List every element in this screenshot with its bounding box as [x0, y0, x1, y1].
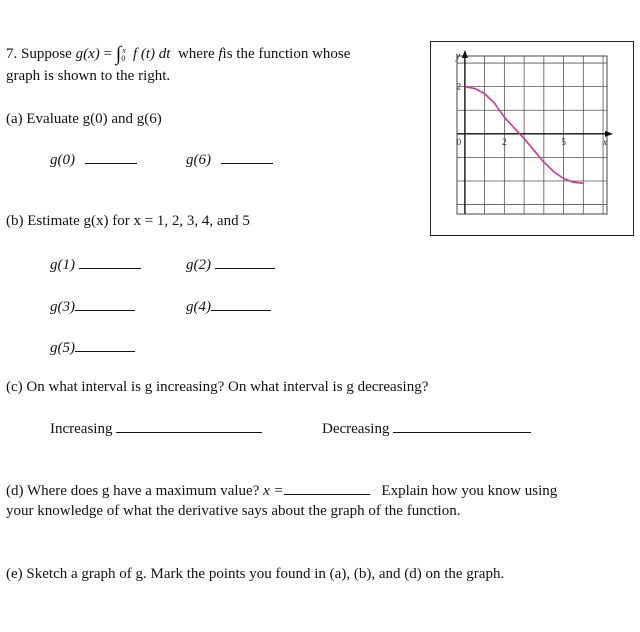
answer-g1: [50, 256, 141, 274]
problem-statement: [6, 43, 350, 64]
decreasing-answer: [322, 420, 531, 438]
part-d-prompt-start: (d) Where does g have a maximum value?: [6, 483, 260, 499]
intro-end: is the function whose: [222, 46, 351, 62]
answer-g3-label: g(3): [50, 299, 75, 315]
part-e-prompt: (e) Sketch a graph of g. Mark the points you found in (a), (b), and (d) on the graph.: [6, 566, 505, 582]
integral-limits: [121, 46, 129, 64]
max-x-blank[interactable]: [284, 482, 370, 495]
f-letter: f: [218, 46, 223, 62]
increasing-answer: [50, 420, 262, 438]
y-axis-label: y: [455, 51, 461, 62]
answer-g6: [186, 151, 273, 169]
answer-g0-label: g(0): [50, 152, 75, 168]
equals-sign: =: [103, 46, 112, 62]
figure-frame: [430, 41, 634, 236]
part-c-prompt: (c) On what interval is g increasing? On what interval is g decreasing?: [6, 379, 429, 395]
answer-g4-label: g(4): [186, 299, 211, 315]
integral-sign: ∫: [115, 43, 122, 65]
part-b-prompt: (b) Estimate g(x) for x = 1, 2, 3, 4, and 5: [6, 213, 250, 229]
x-tick-label-5: 5: [561, 136, 566, 147]
answer-g3: [50, 298, 135, 316]
part-d-prompt: [6, 482, 557, 500]
x-equals: x =: [263, 483, 284, 499]
g-of-x: g(x): [75, 46, 100, 62]
y-tick-label-2: 2: [456, 81, 462, 92]
intro-after: where: [177, 46, 215, 62]
origin-label: 0: [456, 136, 462, 147]
y-axis-arrow: [462, 50, 468, 58]
answer-g4: [186, 298, 271, 316]
answer-g2: [186, 256, 275, 274]
answer-g6-blank[interactable]: [221, 151, 273, 164]
answer-g5: [50, 339, 135, 357]
x-tick-label-2: 2: [502, 136, 507, 147]
part-d-line2: your knowledge of what the derivative says about the graph of the function.: [6, 503, 461, 519]
answer-g5-label: g(5): [50, 340, 75, 356]
intro-text: Suppose: [21, 46, 72, 62]
grid-border: [457, 56, 607, 214]
part-d-prompt-end: Explain how you know using: [381, 483, 558, 499]
answer-g6-label: g(6): [186, 152, 211, 168]
answer-g2-label: g(2): [186, 257, 211, 273]
answer-g1-blank[interactable]: [79, 256, 141, 269]
answer-g0-blank[interactable]: [85, 151, 137, 164]
decreasing-blank[interactable]: [393, 420, 531, 433]
integrand: f (t) dt: [132, 46, 171, 62]
problem-statement-line2: graph is shown to the right.: [6, 68, 171, 84]
answer-g5-blank[interactable]: [75, 339, 135, 352]
increasing-label: Increasing: [50, 421, 113, 437]
decreasing-label: Decreasing: [322, 421, 390, 437]
answer-g3-blank[interactable]: [75, 298, 135, 311]
x-axis-label: x: [603, 136, 607, 147]
part-a-prompt: (a) Evaluate g(0) and g(6): [6, 111, 162, 127]
lower-limit: 0: [121, 53, 126, 63]
problem-number: 7.: [6, 46, 18, 62]
answer-g2-blank[interactable]: [215, 256, 275, 269]
answer-g0: [50, 151, 137, 169]
answer-g1-label: g(1): [50, 257, 75, 273]
answer-g4-blank[interactable]: [211, 298, 271, 311]
increasing-blank[interactable]: [116, 420, 262, 433]
function-graph: [431, 42, 633, 235]
upper-limit: x: [122, 45, 126, 55]
